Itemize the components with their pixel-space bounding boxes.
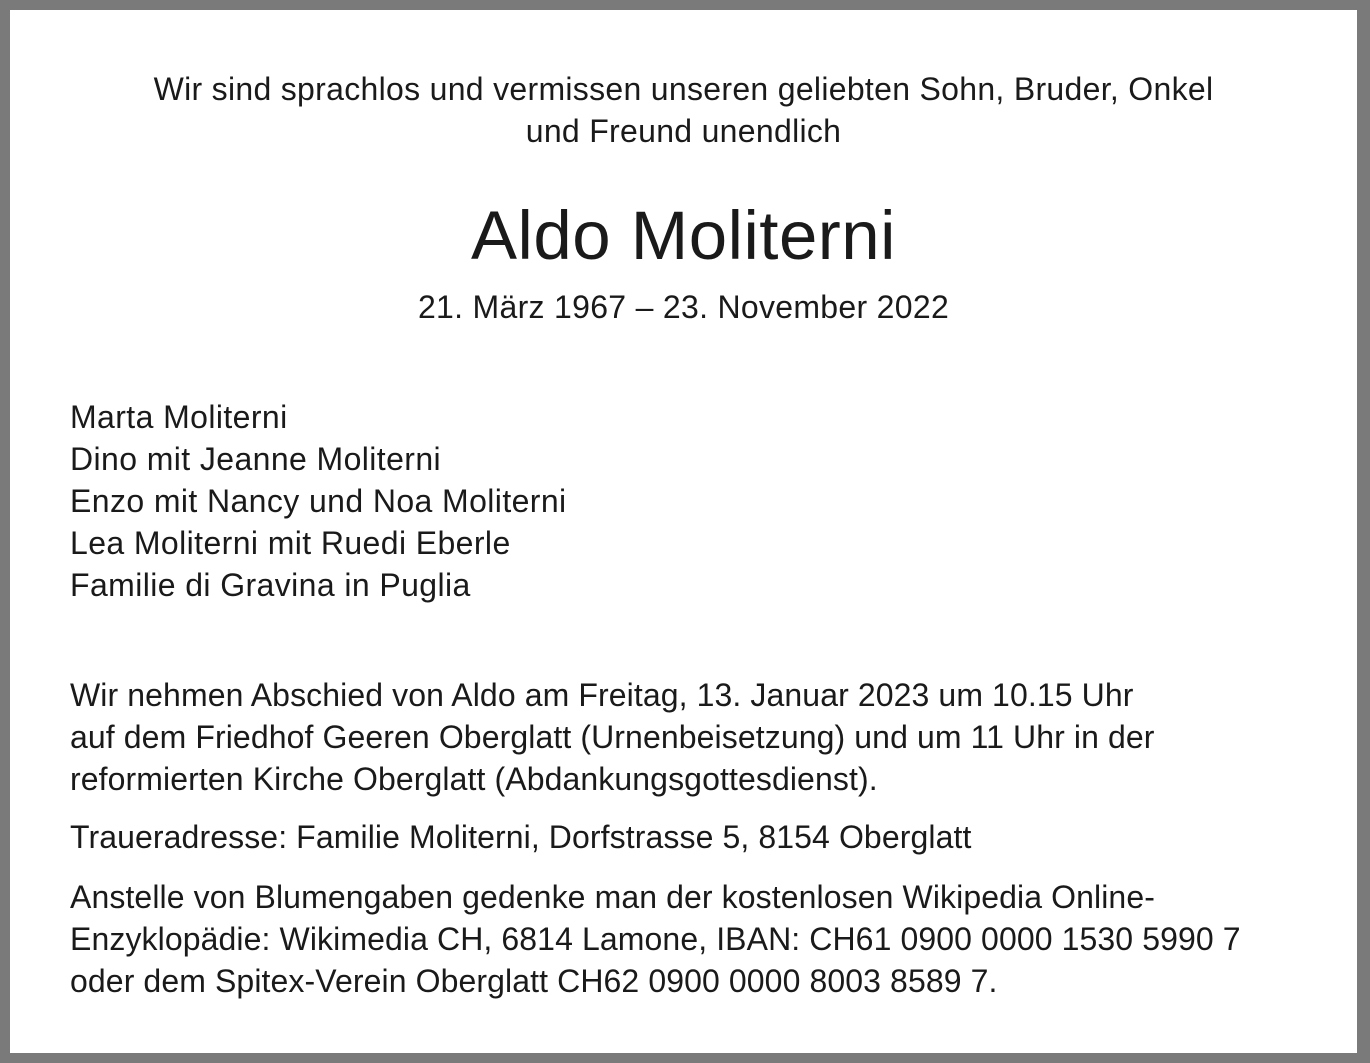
mourner-item: Marta Moliterni: [70, 399, 288, 435]
donation-paragraph: [70, 876, 1305, 1002]
mourner-item: Dino mit Jeanne Moliterni: [70, 441, 442, 477]
mourner-item: Familie di Gravina in Puglia: [70, 567, 471, 603]
life-dates: 21. März 1967 – 23. November 2022: [417, 289, 950, 325]
donation-line: oder dem Spitex-Verein Oberglatt CH62 0900 0000 8003 8589 7.: [70, 963, 998, 999]
farewell-line: auf dem Friedhof Geeren Oberglatt (Urnenbeisetzung) und um 11 Uhr in der: [70, 719, 1155, 755]
farewell-paragraph: [70, 674, 1305, 800]
donation-line: Enzyklopädie: Wikimedia CH, 6814 Lamone, IBAN: CH61 0900 0000 1530 5990 7: [70, 921, 1241, 957]
intro-line: Wir sind sprachlos und vermissen unseren geliebten Sohn, Bruder, Onkel: [153, 71, 1214, 107]
mourning-address: Traueradresse: Familie Moliterni, Dorfstrasse 5, 8154 Oberglatt: [70, 819, 972, 855]
mourner-item: Enzo mit Nancy und Noa Moliterni: [70, 483, 567, 519]
deceased-name: Aldo Moliterni: [470, 197, 896, 274]
farewell-line: reformierten Kirche Oberglatt (Abdankungsgottesdienst).: [70, 761, 878, 797]
donation-line: Anstelle von Blumengaben gedenke man der kostenlosen Wikipedia Online-: [70, 879, 1155, 915]
mourner-item: Lea Moliterni mit Ruedi Eberle: [70, 525, 511, 561]
intro-text: [10, 68, 1357, 152]
mourners-list: [70, 396, 567, 606]
farewell-line: Wir nehmen Abschied von Aldo am Freitag, 13. Januar 2023 um 10.15 Uhr: [70, 677, 1134, 713]
intro-line: und Freund unendlich: [525, 113, 842, 149]
obituary-notice: [10, 10, 1357, 1053]
